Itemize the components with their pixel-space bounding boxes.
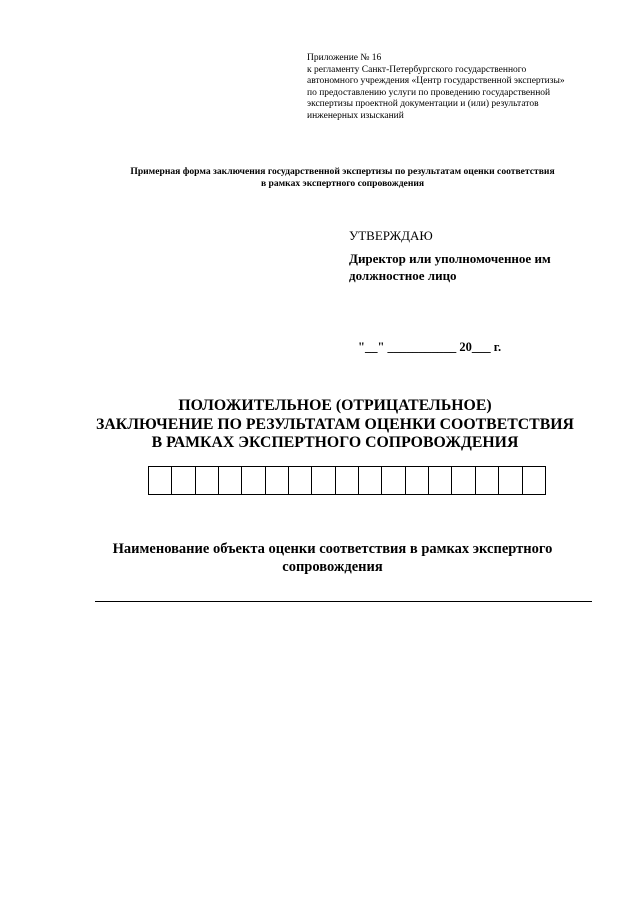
form-caption-line: Примерная форма заключения государственной экспертизы по результатам оценки соответствия <box>130 166 555 177</box>
object-name-line: сопровождения <box>282 558 383 575</box>
number-cell[interactable] <box>172 466 195 495</box>
number-cell[interactable] <box>452 466 475 495</box>
number-cell[interactable] <box>289 466 312 495</box>
number-cell[interactable] <box>523 466 546 495</box>
object-name-underline <box>95 601 592 602</box>
signatory-block <box>349 250 551 284</box>
form-caption-line: в рамках экспертного сопровождения <box>260 178 425 189</box>
title-line: ПОЛОЖИТЕЛЬНОЕ (ОТРИЦАТЕЛЬНОЕ) <box>178 397 492 414</box>
signatory-line: Директор или уполномоченное им <box>349 251 551 266</box>
signatory-line: должностное лицо <box>349 268 457 283</box>
number-cell[interactable] <box>336 466 359 495</box>
annex-line: Приложение № 16 <box>307 53 382 63</box>
approve-heading: УТВЕРЖДАЮ <box>349 228 433 243</box>
annex-line: инженерных изысканий <box>307 110 404 121</box>
approval-date-line: "__" ___________ 20___ г. <box>358 340 502 354</box>
title-line: ЗАКЛЮЧЕНИЕ ПО РЕЗУЛЬТАТАМ ОЦЕНКИ СООТВЕТСТВИЯ <box>96 415 574 433</box>
number-cell[interactable] <box>266 466 289 495</box>
number-cell[interactable] <box>382 466 405 495</box>
number-cell[interactable] <box>196 466 219 495</box>
number-cell[interactable] <box>148 466 172 495</box>
title-line: В РАМКАХ ЭКСПЕРТНОГО СОПРОВОЖДЕНИЯ <box>151 434 519 451</box>
number-cell[interactable] <box>219 466 242 495</box>
document-title <box>60 397 610 453</box>
annex-line: экспертизы проектной документации и (или) результатов <box>307 99 539 110</box>
form-caption <box>90 166 595 190</box>
registration-number-cells <box>148 466 546 495</box>
object-name-heading <box>80 541 585 576</box>
number-cell[interactable] <box>359 466 382 495</box>
number-cell[interactable] <box>406 466 429 495</box>
annex-header <box>307 53 607 123</box>
number-cell[interactable] <box>312 466 335 495</box>
annex-line: по предоставлению услуги по проведению государственной <box>307 87 551 98</box>
annex-line: автономного учреждения «Центр государственной экспертизы» <box>307 76 565 87</box>
annex-line: к регламенту Санкт-Петербургского государственного <box>307 64 527 75</box>
number-cell[interactable] <box>429 466 452 495</box>
number-cell[interactable] <box>242 466 265 495</box>
number-cell[interactable] <box>476 466 499 495</box>
object-name-line: Наименование объекта оценки соответствия в рамках экспертного <box>112 541 553 557</box>
number-cell[interactable] <box>499 466 522 495</box>
